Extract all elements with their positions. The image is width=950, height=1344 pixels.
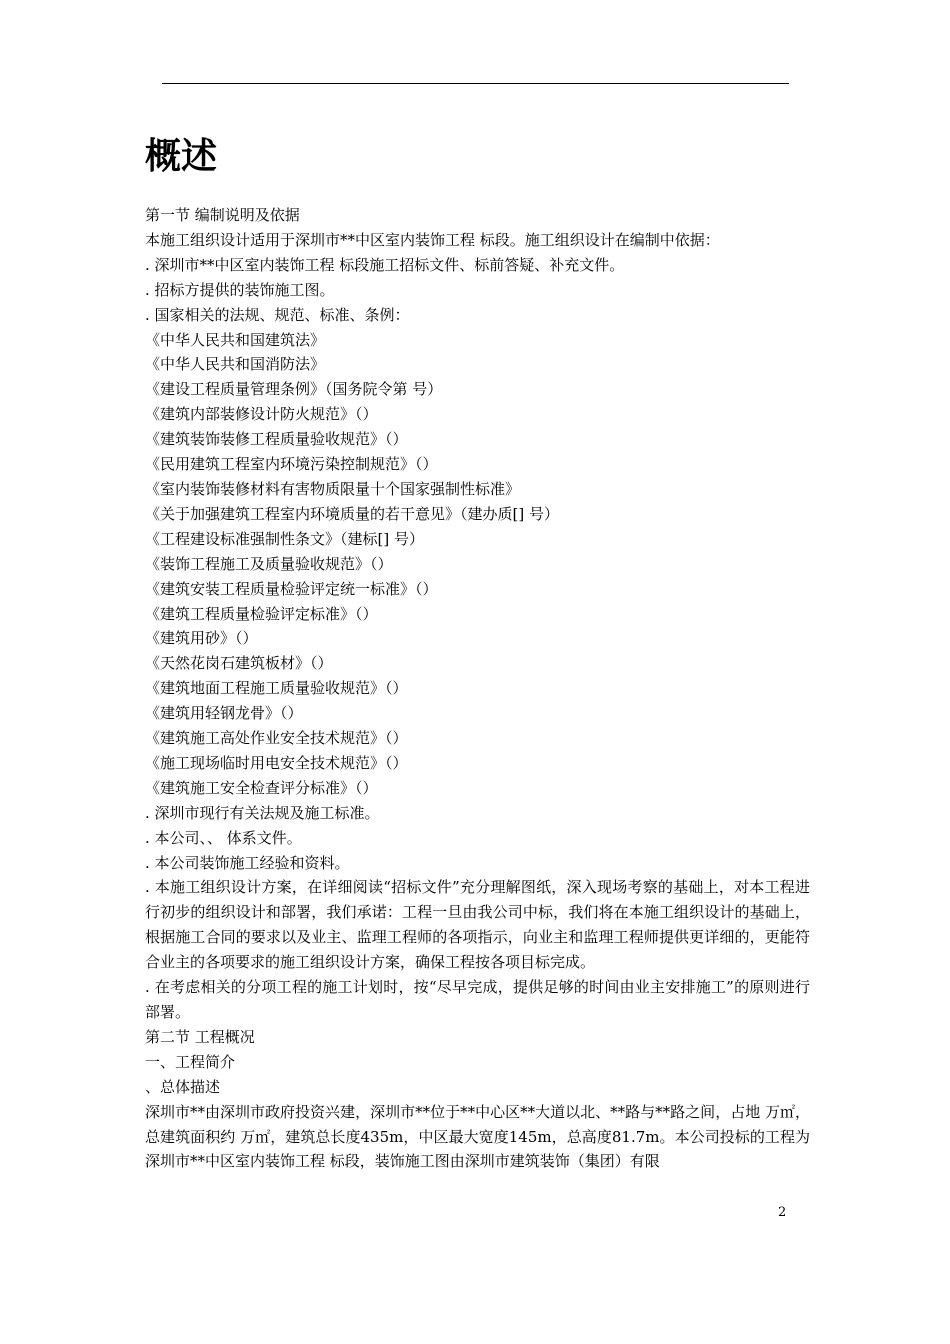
text-block-basis [145,203,810,875]
text-line: 《建筑施工高处作业安全技术规范》（） [145,729,408,748]
text-line: 《建筑工程质量检验评定标准》（） [145,604,378,623]
paragraph-schedule: . 在考虑相关的分项工程的施工计划时，按“尽早完成，提供足够的时间由业主安排施工”的原则进行部署。 [145,978,810,1021]
text-line: 《民用建筑工程室内环境污染控制规范》（） [145,455,438,474]
page-number: 2 [778,1205,787,1220]
text-line: 《建筑内部装修设计防火规范》（） [145,405,378,424]
text-line: 《中华人民共和国建筑法》 [145,330,326,349]
text-line: 《装饰工程施工及质量验收规范》（） [145,554,393,573]
text-line: 《建筑施工安全检查评分标准》（） [145,778,378,797]
text-line: . 本公司、、 体系文件。 [145,828,302,847]
text-line: . 深圳市现行有关法规及施工标准。 [145,803,380,822]
text-line: 本施工组织设计适用于深圳市**中区室内装饰工程 标段。施工组织设计在编制中依据： [145,230,720,249]
text-line: 第二节 工程概况 [145,1027,255,1046]
paragraph-description: 深圳市**由深圳市政府投资兴建，深圳市**位于**中心区**大道以北、**路与**路之间，占地 万㎡，总建筑面积约 万㎡，建筑总长度435m，中区最大宽度145m，总高度81.7m。本公司投标的工程为深圳市**中区室内装饰工程 标段，装饰施工图由深圳市建筑装饰（集团）有限 [145,1102,810,1171]
text-line: 《建设工程质量管理条例》（国务院令第 号） [145,380,443,399]
text-line: 一、工程简介 [145,1052,236,1071]
text-line: 《室内装饰装修材料有害物质限量十个国家强制性标准》 [145,479,521,498]
text-block-overview [145,1025,810,1100]
text-line: 《关于加强建筑工程室内环境质量的若干意见》（建办质[] 号） [145,504,559,523]
document-body [145,203,810,1174]
text-line: 《工程建设标准强制性条文》（建标[] 号） [145,529,424,548]
text-line: 《建筑用轻钢龙骨》（） [145,704,303,723]
header-rule [162,83,789,84]
text-line: 《施工现场临时用电安全技术规范》（） [145,753,408,772]
paragraph-commitment: . 本施工组织设计方案，在详细阅读“招标文件”充分理解图纸，深入现场考察的基础上，对本工程进行初步的组织设计和部署，我们承诺：工程一旦由我公司中标，我们将在本施工组织设计的基础上，根据施工合同的要求以及业主、监理工程师的各项指示，向业主和监理工程师提供更详细的，更能符合业主的各项要求的施工组织设计方案，确保工程按各项目标完成。 [145,878,810,972]
text-line: . 深圳市**中区室内装饰工程 标段施工招标文件、标前答疑、补充文件。 [145,255,625,274]
text-line: . 本公司装饰施工经验和资料。 [145,853,350,872]
text-line: 《建筑地面工程施工质量验收规范》（） [145,679,408,698]
text-line: 《建筑安装工程质量检验评定统一标准》（） [145,579,438,598]
page-title: 概述 [145,136,218,177]
text-line: 、总体描述 [145,1077,221,1096]
text-line: 《中华人民共和国消防法》 [145,355,326,374]
text-line: 《建筑用砂》（） [145,629,258,648]
text-line: 《天然花岗石建筑板材》（） [145,654,333,673]
text-line: 《建筑装饰装修工程质量验收规范》（） [145,430,408,449]
text-line: . 国家相关的法规、规范、标准、条例： [145,305,410,324]
text-line: . 招标方提供的装饰施工图。 [145,280,335,299]
text-line: 第一节 编制说明及依据 [145,206,300,224]
